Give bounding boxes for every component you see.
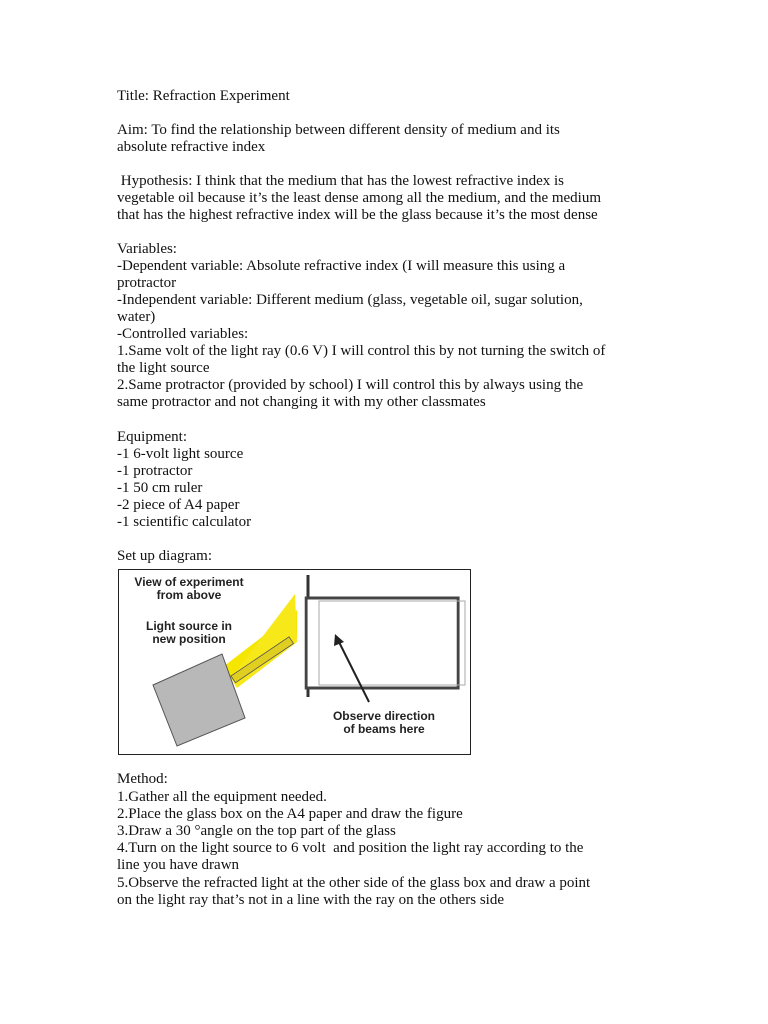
document-title: Title: Refraction Experiment [117,88,290,104]
hypothesis-line: vegetable oil because it’s the least dense among all the medium, and the medium [117,190,602,206]
method-heading: Method: [117,771,168,787]
hypothesis-line: Hypothesis: I think that the medium that has the lowest refractive index is [117,173,564,189]
aim-line: Aim: To find the relationship between different density of medium and its [117,122,560,138]
diagram-label-observe: of beams here [343,722,425,736]
method-step: on the light ray that’s not in a line with the ray on the others side [117,892,505,908]
variables-line: water) [117,309,156,325]
variables-line: 2.Same protractor (provided by school) I will control this by always using the [117,377,584,393]
equipment-item: -1 protractor [117,463,193,479]
diagram-label-view: from above [156,588,222,602]
diagram-label-source: Light source in [145,619,232,633]
method-step: 5.Observe the refracted light at the other side of the glass box and draw a point [117,875,591,891]
variables-line: -Independent variable: Different medium (glass, vegetable oil, sugar solution, [117,292,583,308]
diagram-label-view: View of experiment [134,575,244,589]
variables-line: same protractor and not changing it with my other classmates [117,394,486,410]
method-step: 2.Place the glass box on the A4 paper and draw the figure [117,806,463,822]
hypothesis-line: that has the highest refractive index will be the glass because it’s the most dense [117,207,598,223]
diagram-label-source: new position [152,632,226,646]
glass-box [306,598,458,688]
equipment-item: -1 scientific calculator [117,514,252,530]
equipment-heading: Equipment: [117,429,187,445]
setup-diagram [118,569,471,755]
variables-line: the light source [117,360,210,376]
equipment-item: -2 piece of A4 paper [117,497,240,513]
variables-heading: Variables: [117,241,177,257]
method-step: 3.Draw a 30 °angle on the top part of the glass [117,823,396,839]
method-step: 1.Gather all the equipment needed. [117,789,327,805]
setup-heading: Set up diagram: [117,548,212,564]
variables-line: protractor [117,275,177,291]
method-step: 4.Turn on the light source to 6 volt and position the light ray according to the [117,840,584,856]
variables-line: -Controlled variables: [117,326,249,342]
diagram-label-observe: Observe direction [332,709,436,723]
equipment-item: -1 6-volt light source [117,446,244,462]
method-step: line you have drawn [117,857,240,873]
variables-line: 1.Same volt of the light ray (0.6 V) I will control this by not turning the switch of [117,343,606,359]
equipment-item: -1 50 cm ruler [117,480,203,496]
variables-line: -Dependent variable: Absolute refractive index (I will measure this using a [117,258,566,274]
aim-line: absolute refractive index [117,139,266,155]
